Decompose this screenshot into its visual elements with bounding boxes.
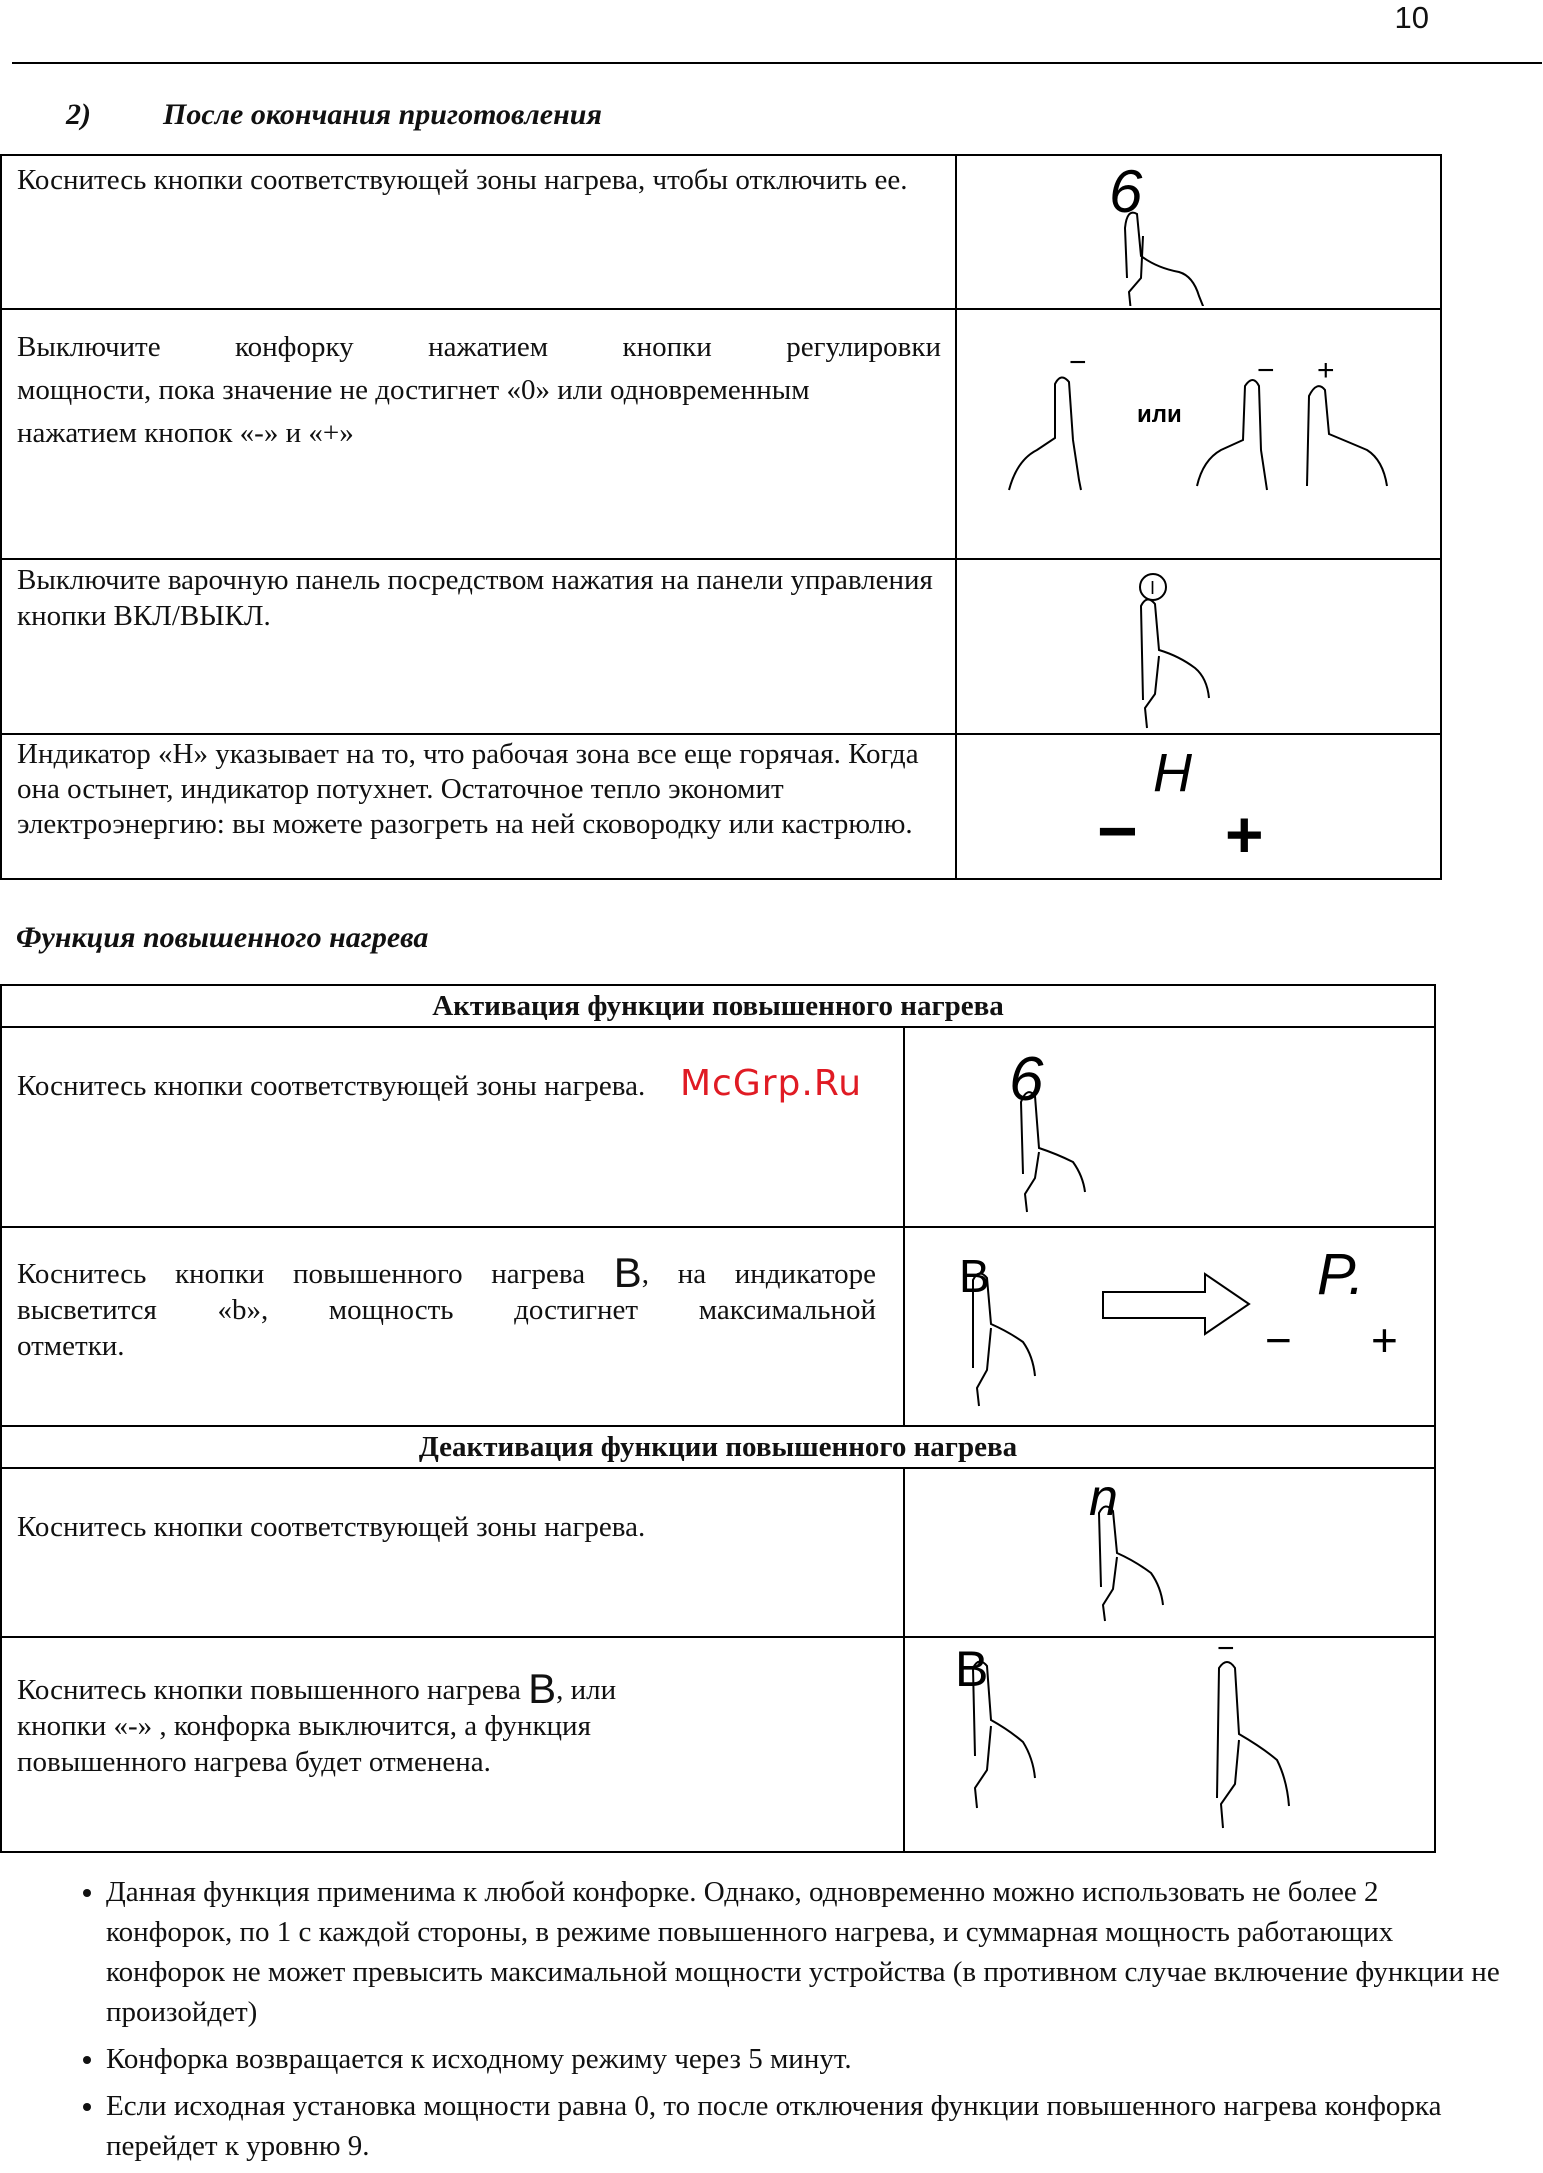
finger-pointing-icon	[1217, 1662, 1289, 1828]
instruction-text: Выключите варочную панель посредством нажатия на панели управления кнопки ВКЛ/ВЫКЛ.	[17, 564, 933, 632]
instruction-text-line: повышенного нагрева будет отменена.	[17, 1746, 491, 1778]
power-symbol: I	[1150, 578, 1156, 598]
or-label: или	[1137, 401, 1182, 428]
instruction-cell	[1, 309, 956, 559]
minus-button: −	[1097, 792, 1138, 870]
instruction-text-line: нажатием кнопок «-» и «+»	[17, 417, 354, 449]
illustration-cell	[956, 734, 1441, 879]
watermark: McGrp.Ru	[680, 1063, 863, 1104]
finger-touch-display-illustration	[905, 1028, 1436, 1224]
instruction-text: Коснитесь кнопки соответствующей зоны нагрева, чтобы отключить ее.	[17, 164, 908, 196]
minus-button: −	[1265, 1314, 1292, 1366]
page-number: 10	[1394, 0, 1429, 35]
booster-b-icon: B	[955, 1641, 989, 1697]
booster-b-icon: B	[613, 1249, 642, 1296]
instruction-cell	[1, 155, 956, 309]
plus-button: +	[1225, 797, 1264, 871]
instruction-text: Коснитесь кнопки соответствующей зоны нагрева.	[17, 1511, 646, 1543]
illustration-cell	[904, 1227, 1435, 1426]
section-title: Функция повышенного нагрева	[16, 921, 429, 954]
display-digit: 6	[1009, 1045, 1044, 1114]
header-rule	[12, 62, 1542, 64]
table-header-row	[1, 1426, 1435, 1468]
table-row	[1, 559, 1441, 734]
section-title: После окончания приготовления	[163, 98, 602, 131]
table-row	[1, 1468, 1435, 1637]
section-number: 2)	[66, 98, 91, 131]
display-digit: H	[1153, 743, 1192, 803]
instruction-cell	[1, 559, 956, 734]
plus-symbol: +	[1317, 354, 1335, 387]
finger-pointing-icon	[1009, 377, 1081, 490]
display-digit: 6	[1109, 158, 1143, 225]
illustration-cell	[904, 1468, 1435, 1637]
power-icon	[1140, 574, 1166, 600]
plus-button: +	[1371, 1314, 1398, 1366]
instruction-cell	[1, 734, 956, 879]
instruction-cell	[1, 1637, 904, 1852]
power-button-illustration	[957, 560, 1442, 731]
display-digit: P.	[1317, 1242, 1365, 1307]
minus-symbol: −	[1217, 1638, 1235, 1665]
notes-list	[60, 1872, 1506, 2173]
arrow-right-icon	[1103, 1274, 1249, 1334]
instruction-text-line: Выключите конфорку нажатием кнопки регулировки	[17, 331, 941, 363]
booster-function-table	[0, 984, 1436, 1853]
list-item: • Если исходная установка мощности равна 0, то после отключения функции повышенного нагрева конфорка перейдет к уровню 9.	[106, 2086, 1506, 2166]
instruction-text-line: кнопки «-» , конфорка выключится, а функция	[17, 1710, 591, 1742]
activation-header: Активация функции повышенного нагрева	[1, 985, 1435, 1027]
instruction-text: Индикатор «H» указывает на то, что рабочая зона все еще горячая. Когда она остынет, индикатор потухнет. Остаточное тепло экономит электроэнергию: вы можете разогреть на ней сковородку или кастрюлю.	[17, 738, 919, 840]
booster-activation-illustration	[905, 1228, 1436, 1423]
list-item: • Конфорка возвращается к исходному режиму через 5 минут.	[106, 2039, 1506, 2079]
instruction-text-line: мощности, пока значение не достигнет «0» или одновременным	[17, 374, 810, 406]
instruction-text-line: высветится «b», мощность достигнет максимальной	[17, 1294, 876, 1326]
table-row	[1, 309, 1441, 559]
finger-touch-display-illustration	[957, 156, 1442, 306]
minus-symbol: −	[1257, 354, 1275, 387]
table-row	[1, 1637, 1435, 1852]
booster-deactivation-illustration	[905, 1638, 1436, 1849]
finger-touch-display-illustration	[905, 1469, 1436, 1634]
instruction-cell	[1, 1227, 904, 1426]
finger-pointing-icon	[1125, 213, 1207, 306]
minus-symbol: −	[1069, 346, 1087, 379]
booster-b-icon: B	[959, 1250, 990, 1302]
finger-pointing-icon	[1307, 386, 1387, 486]
instruction-text-line: отметки.	[17, 1330, 125, 1362]
booster-b-icon: B	[528, 1665, 557, 1712]
table-row	[1, 1027, 1435, 1227]
table-row	[1, 734, 1441, 879]
deactivation-header: Деактивация функции повышенного нагрева	[1, 1426, 1435, 1468]
instruction-text: Коснитесь кнопки соответствующей зоны нагрева.	[17, 1070, 646, 1102]
instructions-table-after-cooking	[0, 154, 1442, 880]
illustration-cell	[956, 559, 1441, 734]
illustration-cell	[904, 1027, 1435, 1227]
table-row	[1, 1227, 1435, 1426]
table-header-row	[1, 985, 1435, 1027]
finger-pointing-icon	[1197, 380, 1267, 490]
table-row	[1, 155, 1441, 309]
illustration-cell	[956, 309, 1441, 559]
list-item: • Данная функция применима к любой конфорке. Однако, одновременно можно использовать не более 2 конфорок, по 1 с каждой стороны, в режиме повышенного нагрева, и суммарная мощность работающих конфорок не может превысить максимальной мощности устройства (в противном случае включение функции не произойдет)	[106, 1872, 1506, 2032]
finger-pointing-icon	[1141, 599, 1209, 728]
residual-heat-indicator-illustration	[957, 735, 1442, 876]
instruction-text-line: Коснитесь кнопки повышенного нагрева B, на индикаторе	[17, 1249, 877, 1296]
instruction-cell	[1, 1027, 904, 1227]
instruction-text-line: Коснитесь кнопки повышенного нагрева B, или	[17, 1665, 617, 1712]
display-digit: n	[1089, 1469, 1118, 1527]
minus-or-minus-plus-illustration	[957, 310, 1442, 556]
illustration-cell	[956, 155, 1441, 309]
instruction-cell	[1, 1468, 904, 1637]
illustration-cell	[904, 1637, 1435, 1852]
